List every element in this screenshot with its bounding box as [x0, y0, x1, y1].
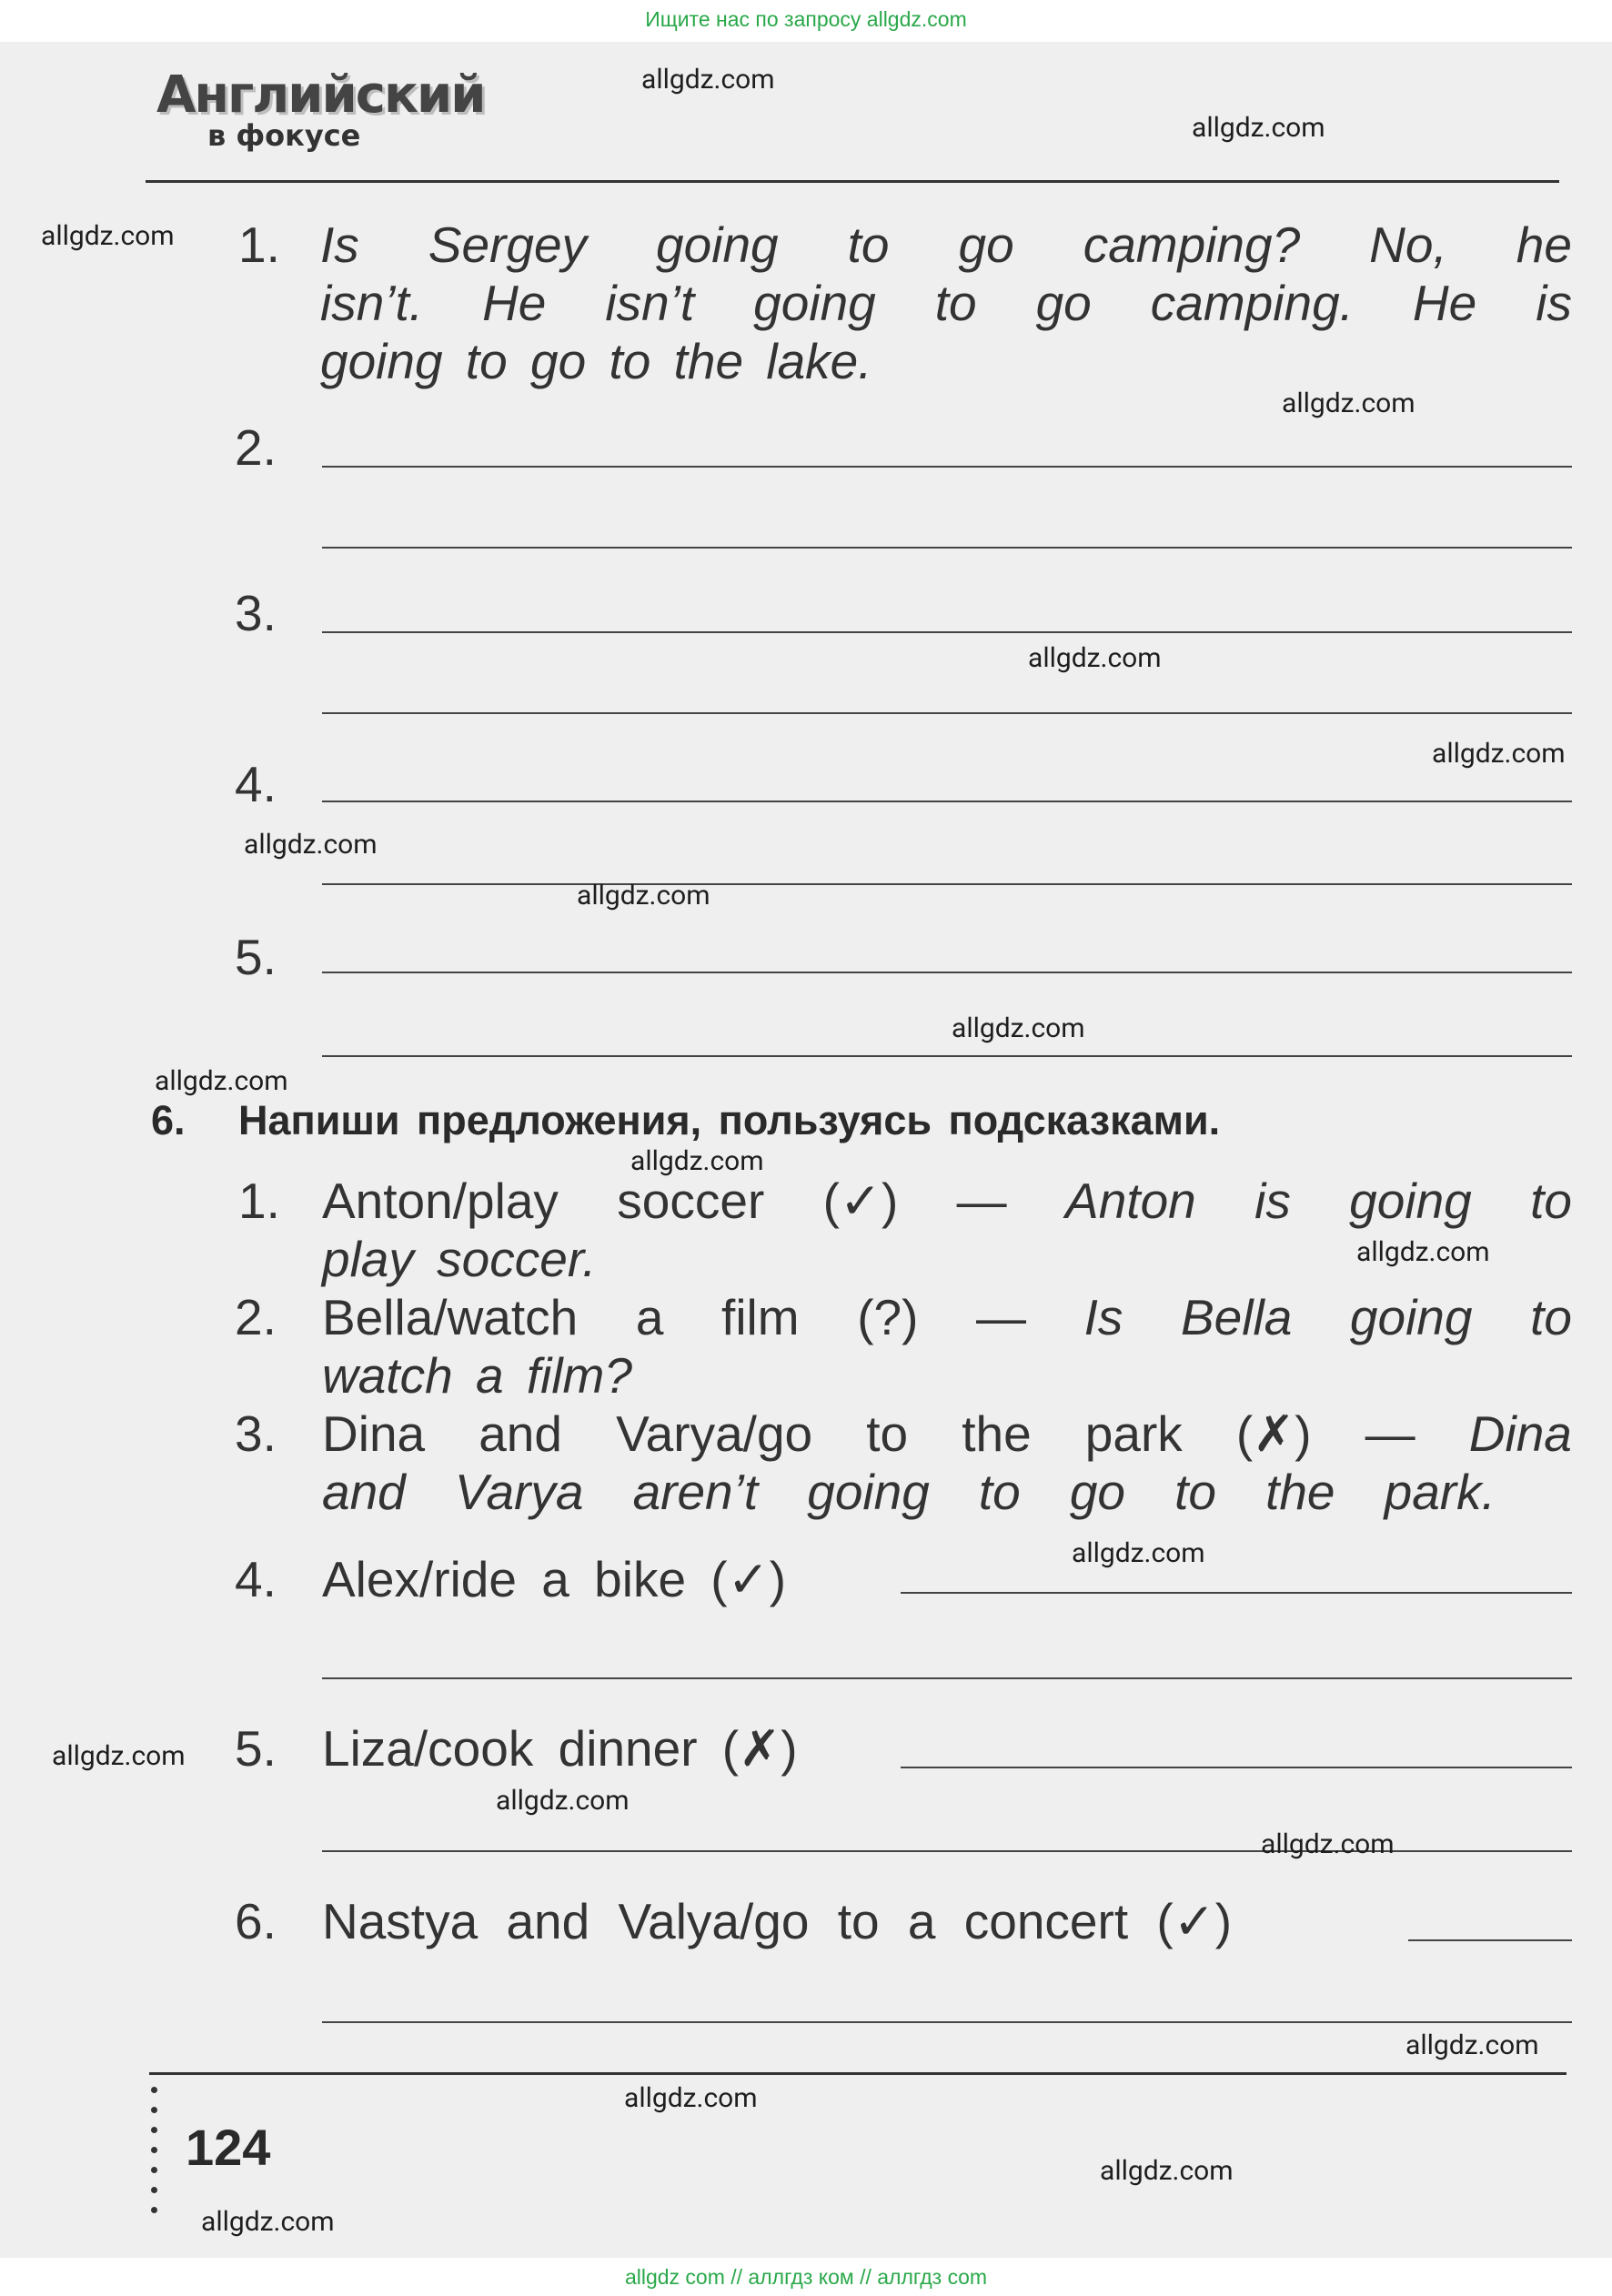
item-number: 5.	[235, 1720, 277, 1777]
sentence-1a: Anton/play soccer (✓) — Anton is going to	[322, 1173, 1572, 1229]
watermark: allgdz.com	[41, 220, 175, 252]
answer-line-1c: going to go to the lake.	[320, 333, 872, 389]
watermark: allgdz.com	[1028, 642, 1162, 674]
answer-rule[interactable]	[322, 1677, 1572, 1679]
answer-rule[interactable]	[1408, 1939, 1572, 1941]
sentence-1b: play soccer.	[322, 1231, 597, 1287]
answer-rule[interactable]	[322, 631, 1572, 633]
answer-rule[interactable]	[322, 2021, 1572, 2023]
logo-title: Английский	[156, 65, 485, 125]
answer-rule[interactable]	[322, 466, 1572, 468]
bottom-banner: allgdz com // аллгдз ком // аллгдз com	[0, 2258, 1612, 2296]
answer-line-1a: Is Sergey going to go camping? No, he	[320, 217, 1572, 273]
watermark: allgdz.com	[1100, 2155, 1234, 2187]
answer-rule[interactable]	[322, 801, 1572, 802]
watermark: allgdz.com	[155, 1065, 288, 1097]
item-number: 1.	[238, 1173, 280, 1229]
watermark: allgdz.com	[624, 2082, 758, 2114]
item-number: 6.	[235, 1893, 277, 1949]
item-number: 1.	[238, 217, 280, 273]
page-number: 124	[186, 2119, 271, 2176]
watermark: allgdz.com	[201, 2206, 335, 2238]
answer-line-1b: isn’t. He isn’t going to go camping. He is	[320, 275, 1572, 331]
watermark: allgdz.com	[1261, 1828, 1395, 1860]
header-rule	[146, 180, 1559, 183]
item-number: 3.	[235, 585, 277, 641]
watermark: allgdz.com	[1405, 2029, 1539, 2061]
watermark: allgdz.com	[496, 1785, 630, 1817]
item-number: 2.	[235, 419, 277, 476]
watermark: allgdz.com	[1356, 1236, 1490, 1268]
sentence-6: Nastya and Valya/go to a concert (✓)	[322, 1893, 1233, 1949]
exercise-title: Напиши предложения, пользуясь подсказками.	[238, 1097, 1221, 1143]
item-number: 5.	[235, 929, 277, 985]
sentence-4: Alex/ride a bike (✓)	[322, 1551, 787, 1607]
watermark: allgdz.com	[1192, 112, 1325, 144]
answer-rule[interactable]	[322, 547, 1572, 549]
watermark: allgdz.com	[1072, 1537, 1205, 1569]
exercise-number: 6.	[151, 1097, 186, 1143]
answer-rule[interactable]	[322, 712, 1572, 714]
answer-rule[interactable]	[322, 1055, 1572, 1057]
watermark: allgdz.com	[244, 829, 378, 861]
watermark: allgdz.com	[1432, 738, 1566, 770]
item-number: 2.	[235, 1289, 277, 1345]
top-banner: Ищите нас по запросу allgdz.com	[0, 0, 1612, 42]
footer-rule	[149, 2072, 1567, 2075]
item-number: 4.	[235, 756, 277, 812]
answer-rule[interactable]	[901, 1767, 1572, 1768]
sentence-3b: and Varya aren’t going to go to the park.	[322, 1464, 1496, 1520]
item-number: 3.	[235, 1405, 277, 1462]
watermark: allgdz.com	[1282, 388, 1416, 419]
logo-subtitle: в фокусе	[207, 118, 361, 153]
sentence-2a: Bella/watch a film (?) — Is Bella going to	[322, 1289, 1572, 1345]
answer-rule[interactable]	[322, 972, 1572, 973]
item-number: 4.	[235, 1551, 277, 1607]
book-logo	[156, 65, 485, 156]
sentence-2b: watch a film?	[322, 1347, 632, 1404]
answer-rule[interactable]	[901, 1592, 1572, 1594]
watermark: allgdz.com	[52, 1740, 186, 1772]
watermark: allgdz.com	[630, 1145, 764, 1177]
watermark: allgdz.com	[952, 1012, 1085, 1044]
watermark: allgdz.com	[641, 64, 775, 96]
page-dots	[151, 2087, 160, 2251]
answer-rule[interactable]	[322, 883, 1572, 885]
watermark: allgdz.com	[577, 880, 710, 911]
sentence-5: Liza/cook dinner (✗)	[322, 1720, 798, 1777]
sentence-3a: Dina and Varya/go to the park (✗) — Dina	[322, 1405, 1572, 1462]
